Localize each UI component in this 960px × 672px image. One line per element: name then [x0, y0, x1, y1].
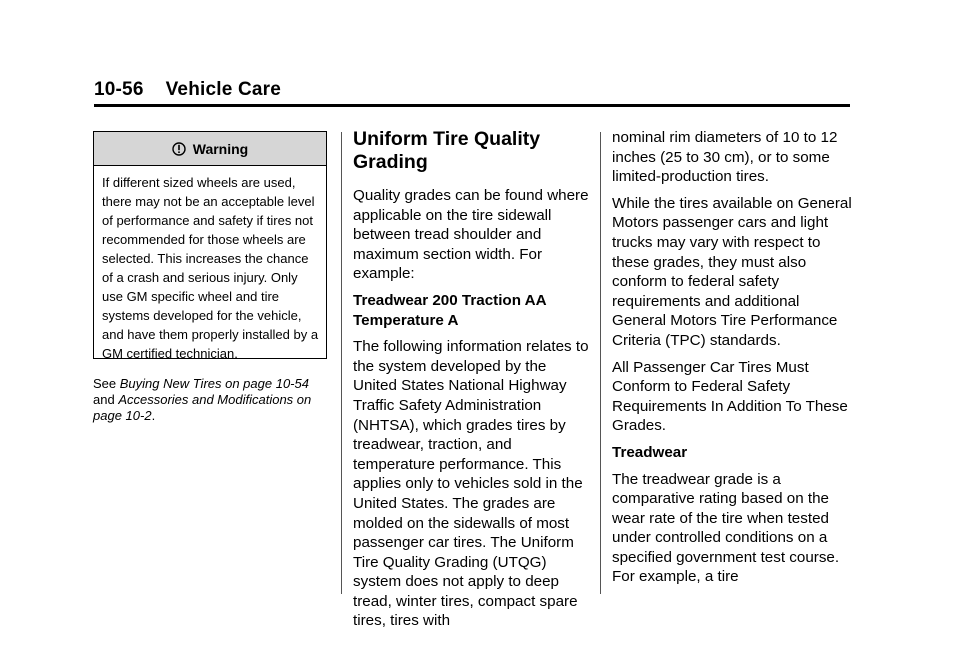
warning-body: If different sized wheels are used, there may not be an acceptable level of performance and safety if tires not recommended for those wheels are selected. This increases the chance of a crash and serious injury. Only use GM specific wheel and tire systems developed for the vehicle, and have them properly installed by a GM certified technician.	[102, 175, 319, 361]
link-accessories-modifications[interactable]: Accessories and Modifications on page 10-2	[93, 392, 312, 423]
column-2	[353, 128, 593, 638]
see-also-middle: and	[93, 392, 119, 407]
paragraph-intro: Quality grades can be found where applicable on the tire sidewall between tread shoulder and maximum section width. For example:	[353, 187, 589, 283]
subheading-treadwear: Treadwear	[612, 443, 688, 461]
paragraph-rim: nominal rim diameters of 10 to 12 inches (25 to 30 cm), or to some limited-production tires.	[612, 129, 838, 186]
warning-box	[93, 131, 327, 359]
see-also-suffix: .	[151, 408, 156, 423]
page-number: 10-56	[94, 79, 144, 100]
link-buying-new-tires[interactable]: Buying New Tires on page 10-54	[119, 376, 309, 391]
warning-circle-icon	[172, 142, 186, 156]
paragraph-federal: All Passenger Car Tires Must Conform to Federal Safety Requirements In Addition To These Grades.	[612, 358, 848, 435]
paragraph-example: Treadwear 200 Traction AA Temperature A	[353, 291, 547, 329]
paragraph-treadwear: The treadwear grade is a comparative rating based on the wear rate of the tire when tested under controlled conditions on a specified government test course. For example, a tire	[612, 470, 840, 586]
paragraph-nhtsa: The following information relates to the system developed by the United States National Highway Traffic Safety Administration (NHTSA), which grades tires by treadwear, traction, and temperature performance. This applies only to vehicles sold in the United States. The grades are molded on the sidewalls of most passenger car tires. The Uniform Tire Quality Grading (UTQG) system does not apply to deep tread, winter tires, compact spare tires, tires with	[353, 338, 589, 630]
page-header	[94, 79, 281, 101]
paragraph-gm: While the tires available on General Motors passenger cars and light trucks may vary with respect to these grades, they must also conform to federal safety requirements and additional General Motors Tire Performance Criteria (TPC) standards.	[612, 194, 852, 349]
article-title: Uniform Tire Quality Grading	[353, 128, 541, 173]
warning-header	[94, 132, 326, 166]
see-also-prefix: See	[93, 376, 120, 391]
header-rule	[94, 104, 850, 107]
see-also	[93, 376, 331, 424]
column-divider-2	[600, 132, 601, 594]
warning-title: Warning	[192, 140, 249, 157]
column-3	[612, 128, 852, 594]
column-divider-1	[341, 132, 342, 594]
section-title: Vehicle Care	[165, 79, 282, 100]
